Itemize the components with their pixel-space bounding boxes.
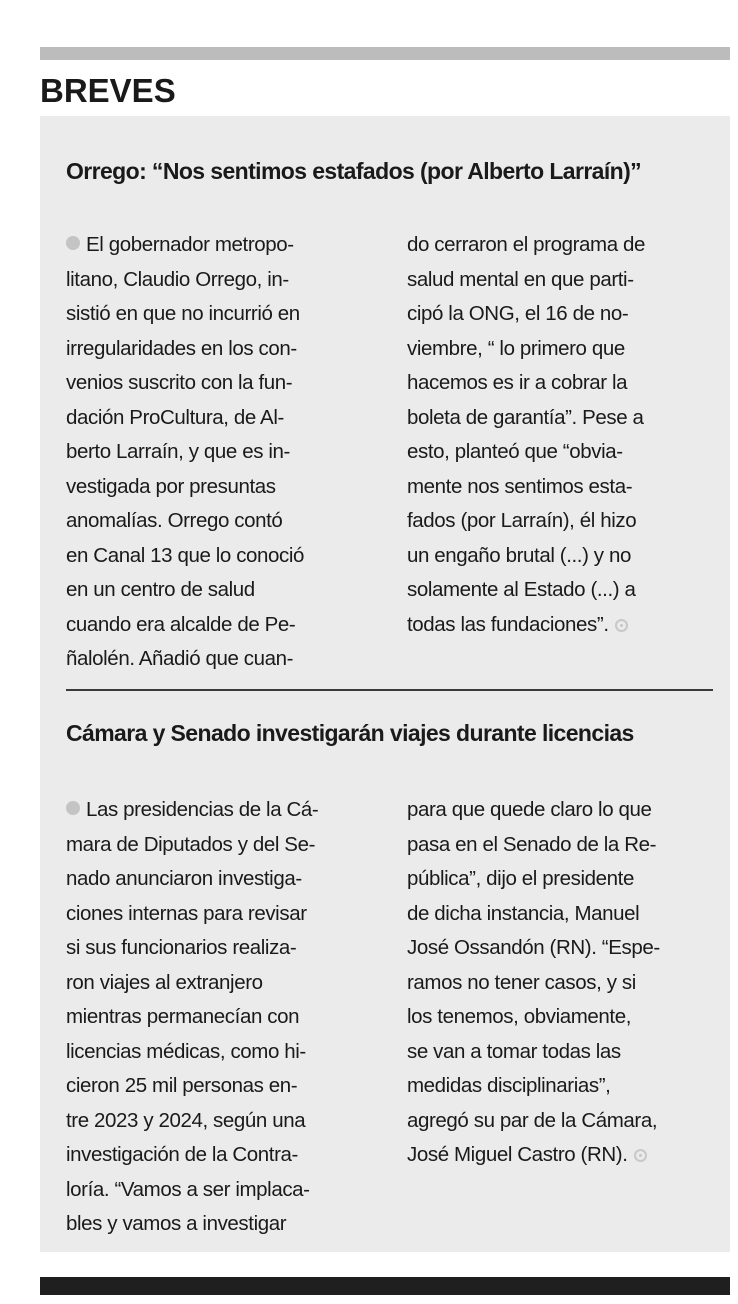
text-line: cieron 25 mil personas en-: [66, 1074, 298, 1097]
article-1-right-column: [407, 228, 645, 642]
text-line: investigación de la Contra-: [66, 1143, 298, 1166]
text-line: tre 2023 y 2024, según una: [66, 1108, 306, 1132]
text-line: cipó la ONG, el 16 de no-: [407, 302, 629, 325]
text-line: solamente al Estado (...) a: [407, 578, 636, 601]
text-line: ñalolén. Añadió que cuan-: [66, 647, 294, 670]
article-1-headline: Orrego: “Nos sentimos estafados (por Alberto Larraín)”: [66, 158, 642, 184]
text-line: irregularidades en los con-: [66, 336, 297, 360]
text-line: de dicha instancia, Manuel: [407, 901, 640, 925]
section-title: BREVES: [40, 72, 176, 109]
text-line: mente nos sentimos esta-: [407, 474, 633, 498]
text-line: medidas disciplinarias”,: [407, 1074, 611, 1097]
bullet-icon: [66, 236, 80, 250]
text-line: un engaño brutal (...) y no: [407, 543, 631, 567]
text-line: agregó su par de la Cámara,: [407, 1108, 658, 1132]
text-line: nado anunciaron investiga-: [66, 867, 302, 890]
text-line: berto Larraín, y que es in-: [66, 440, 290, 463]
text-line: El gobernador metropo-: [66, 228, 304, 263]
text-line: sistió en que no incurrió en: [66, 302, 300, 325]
text-line: fados (por Larraín), él hizo: [407, 509, 637, 532]
text-line: salud mental en que parti-: [407, 267, 634, 291]
text-line: José Miguel Castro (RN).: [407, 1138, 660, 1173]
text-line: cuando era alcalde de Pe-: [66, 612, 296, 636]
text-line: se van a tomar todas las: [407, 1039, 621, 1063]
text-line: en un centro de salud: [66, 578, 255, 601]
text-line: anomalías. Orrego contó: [66, 509, 283, 532]
bullet-icon: [66, 801, 80, 815]
text-line: para que quede claro lo que: [407, 798, 652, 821]
text-line: pública”, dijo el presidente: [407, 867, 634, 890]
bottom-rule: [40, 1277, 730, 1295]
text-line: José Ossandón (RN). “Espe-: [407, 936, 660, 959]
text-line: bles y vamos a investigar: [66, 1212, 287, 1235]
text-line: dación ProCultura, de Al-: [66, 405, 284, 429]
text-line: en Canal 13 que lo conoció: [66, 543, 305, 567]
text-line: hacemos es ir a cobrar la: [407, 371, 628, 394]
text-line: vestigada por presuntas: [66, 474, 276, 498]
text-line: licencias médicas, como hi-: [66, 1039, 306, 1063]
article-divider: [66, 689, 713, 691]
end-of-article-icon: [615, 619, 628, 632]
text-line: do cerraron el programa de: [407, 233, 646, 256]
text-line: loría. “Vamos a ser implaca-: [66, 1177, 310, 1201]
article-2-headline: Cámara y Senado investigarán viajes durante licencias: [66, 720, 634, 746]
text-line: todas las fundaciones”.: [407, 608, 645, 643]
text-line: los tenemos, obviamente,: [407, 1005, 631, 1028]
text-line: venios suscrito con la fun-: [66, 371, 293, 394]
text-line: pasa en el Senado de la Re-: [407, 832, 657, 856]
text-line: Las presidencias de la Cá-: [66, 793, 318, 828]
text-line: ramos no tener casos, y si: [407, 970, 636, 994]
text-line: si sus funcionarios realiza-: [66, 936, 297, 959]
article-1-left-column: [66, 228, 304, 677]
text-line: ciones internas para revisar: [66, 901, 307, 925]
top-rule: [40, 47, 730, 60]
text-line: litano, Claudio Orrego, in-: [66, 267, 289, 291]
text-line: esto, planteó que “obvia-: [407, 440, 623, 463]
article-2-left-column: [66, 793, 318, 1242]
text-line: mara de Diputados y del Se-: [66, 832, 316, 856]
text-line: mientras permanecían con: [66, 1005, 300, 1028]
article-2-right-column: [407, 793, 660, 1173]
text-line: boleta de garantía”. Pese a: [407, 405, 644, 429]
text-line: viembre, “ lo primero que: [407, 336, 625, 360]
text-line: ron viajes al extranjero: [66, 970, 263, 994]
end-of-article-icon: [634, 1149, 647, 1162]
